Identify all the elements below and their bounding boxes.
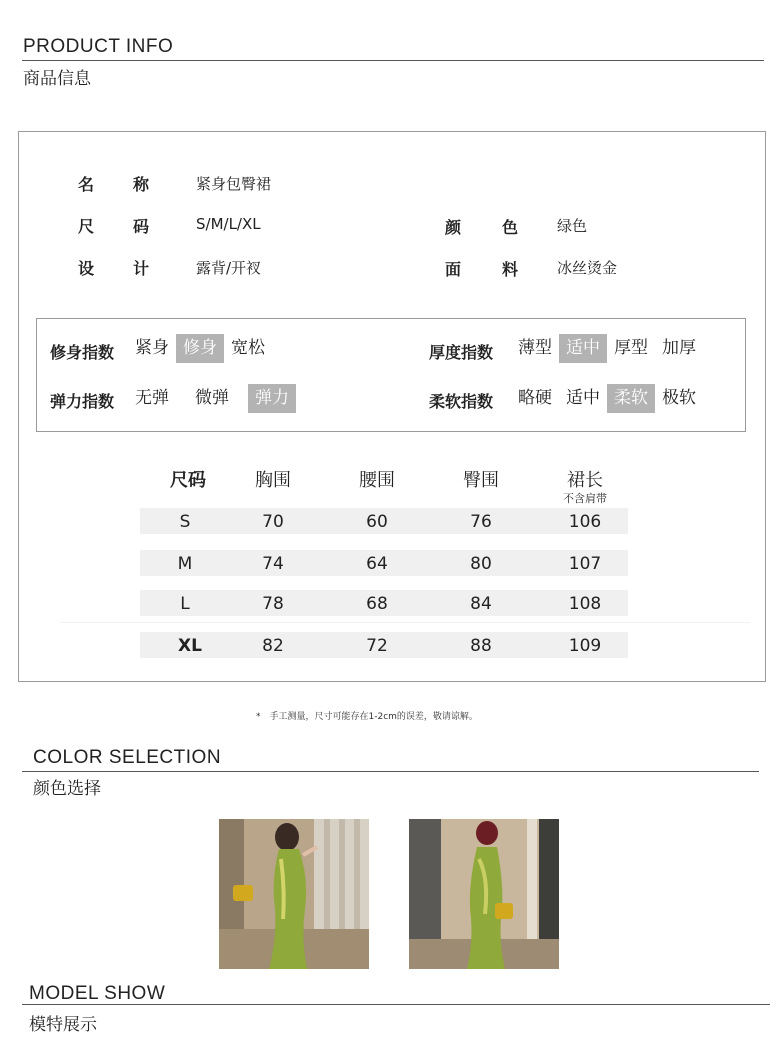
table-cell-xl-bust: 82: [262, 636, 284, 656]
size-table-header-length: 裙长: [567, 470, 603, 491]
name-value: 紧身包臀裙: [196, 175, 272, 193]
thickness-options: [511, 334, 703, 363]
table-cell-s-waist: 60: [366, 512, 388, 532]
thickness-option-thick: 厚型: [614, 338, 648, 358]
table-cell-xl-size: XL: [178, 636, 202, 656]
table-cell-xl-hip: 88: [470, 636, 492, 656]
size-table-length-note: 不含肩带: [563, 492, 607, 505]
model-show-title-zh: 模特展示: [29, 1015, 97, 1035]
size-value: S/M/L/XL: [196, 215, 261, 233]
table-cell-s-hip: 76: [470, 512, 492, 532]
model-show-rule: [22, 1004, 770, 1005]
softness-option-slightly-hard: 略硬: [518, 388, 552, 408]
table-cell-l-length: 108: [568, 594, 602, 614]
table-cell-l-waist: 68: [366, 594, 388, 614]
color-selection-rule: [22, 771, 759, 772]
measurement-note: * 手工测量，尺寸可能存在1-2cm的误差，敬请谅解。: [256, 712, 478, 722]
name-label-1: 名: [78, 175, 95, 194]
table-cell-l-size: L: [180, 594, 190, 614]
size-table-header-hip: 臀围: [463, 470, 499, 491]
fabric-value: 冰丝烫金: [557, 259, 618, 277]
table-cell-l-hip: 84: [470, 594, 492, 614]
size-table-header-waist: 腰围: [359, 470, 395, 491]
table-cell-m-length: 107: [568, 554, 602, 574]
name-label-2: 称: [133, 175, 150, 194]
elastic-index-label: 弹力指数: [50, 392, 115, 411]
color-label-2: 色: [502, 218, 519, 237]
size-table-header-bust: 胸围: [255, 470, 291, 491]
softness-option-soft-selected: 柔软: [607, 384, 655, 413]
table-cell-s-length: 106: [568, 512, 602, 532]
product-info-title-en: PRODUCT INFO: [23, 36, 174, 57]
elastic-options: [128, 384, 296, 413]
size-table-divider: [60, 622, 750, 623]
product-info-rule: [22, 60, 764, 61]
softness-index-label: 柔软指数: [429, 392, 494, 411]
table-cell-s-size: S: [179, 512, 191, 532]
elastic-option-none: 无弹: [135, 388, 169, 408]
product-info-title-zh: 商品信息: [23, 69, 91, 89]
model-photo-front: [219, 819, 369, 969]
softness-options: [511, 384, 703, 413]
table-cell-m-bust: 74: [262, 554, 284, 574]
thickness-index-label: 厚度指数: [429, 343, 494, 362]
fit-options: [128, 334, 272, 363]
fabric-label-1: 面: [445, 260, 462, 279]
elastic-option-slight: 微弹: [195, 388, 229, 408]
model-photo-back: [409, 819, 559, 969]
model-show-title-en: MODEL SHOW: [29, 983, 166, 1004]
color-value: 绿色: [557, 217, 588, 235]
fabric-label-2: 料: [502, 260, 519, 279]
table-cell-xl-length: 109: [568, 636, 602, 656]
color-label-1: 颜: [445, 218, 462, 237]
design-label-1: 设: [78, 259, 95, 278]
size-label-1: 尺: [78, 217, 95, 236]
size-label-2: 码: [133, 217, 150, 236]
thickness-option-medium-selected: 适中: [559, 334, 607, 363]
fit-option-loose: 宽松: [231, 338, 265, 358]
size-table-header-size: 尺码: [170, 470, 206, 491]
design-label-2: 计: [133, 259, 150, 278]
table-cell-m-waist: 64: [366, 554, 388, 574]
thickness-option-extra-thick: 加厚: [662, 338, 696, 358]
fit-index-label: 修身指数: [50, 343, 115, 362]
fit-option-slim-selected: 修身: [176, 334, 224, 363]
table-cell-m-hip: 80: [470, 554, 492, 574]
color-selection-title-zh: 颜色选择: [33, 779, 101, 799]
table-cell-s-bust: 70: [262, 512, 284, 532]
table-cell-m-size: M: [177, 554, 193, 574]
softness-option-medium: 适中: [566, 388, 600, 408]
design-value: 露背/开衩: [196, 259, 262, 277]
table-cell-xl-waist: 72: [366, 636, 388, 656]
elastic-option-elastic-selected: 弹力: [248, 384, 296, 413]
table-cell-l-bust: 78: [262, 594, 284, 614]
fit-option-tight: 紧身: [135, 338, 169, 358]
thickness-option-thin: 薄型: [518, 338, 552, 358]
color-selection-title-en: COLOR SELECTION: [33, 747, 222, 768]
softness-option-extra-soft: 极软: [662, 388, 696, 408]
